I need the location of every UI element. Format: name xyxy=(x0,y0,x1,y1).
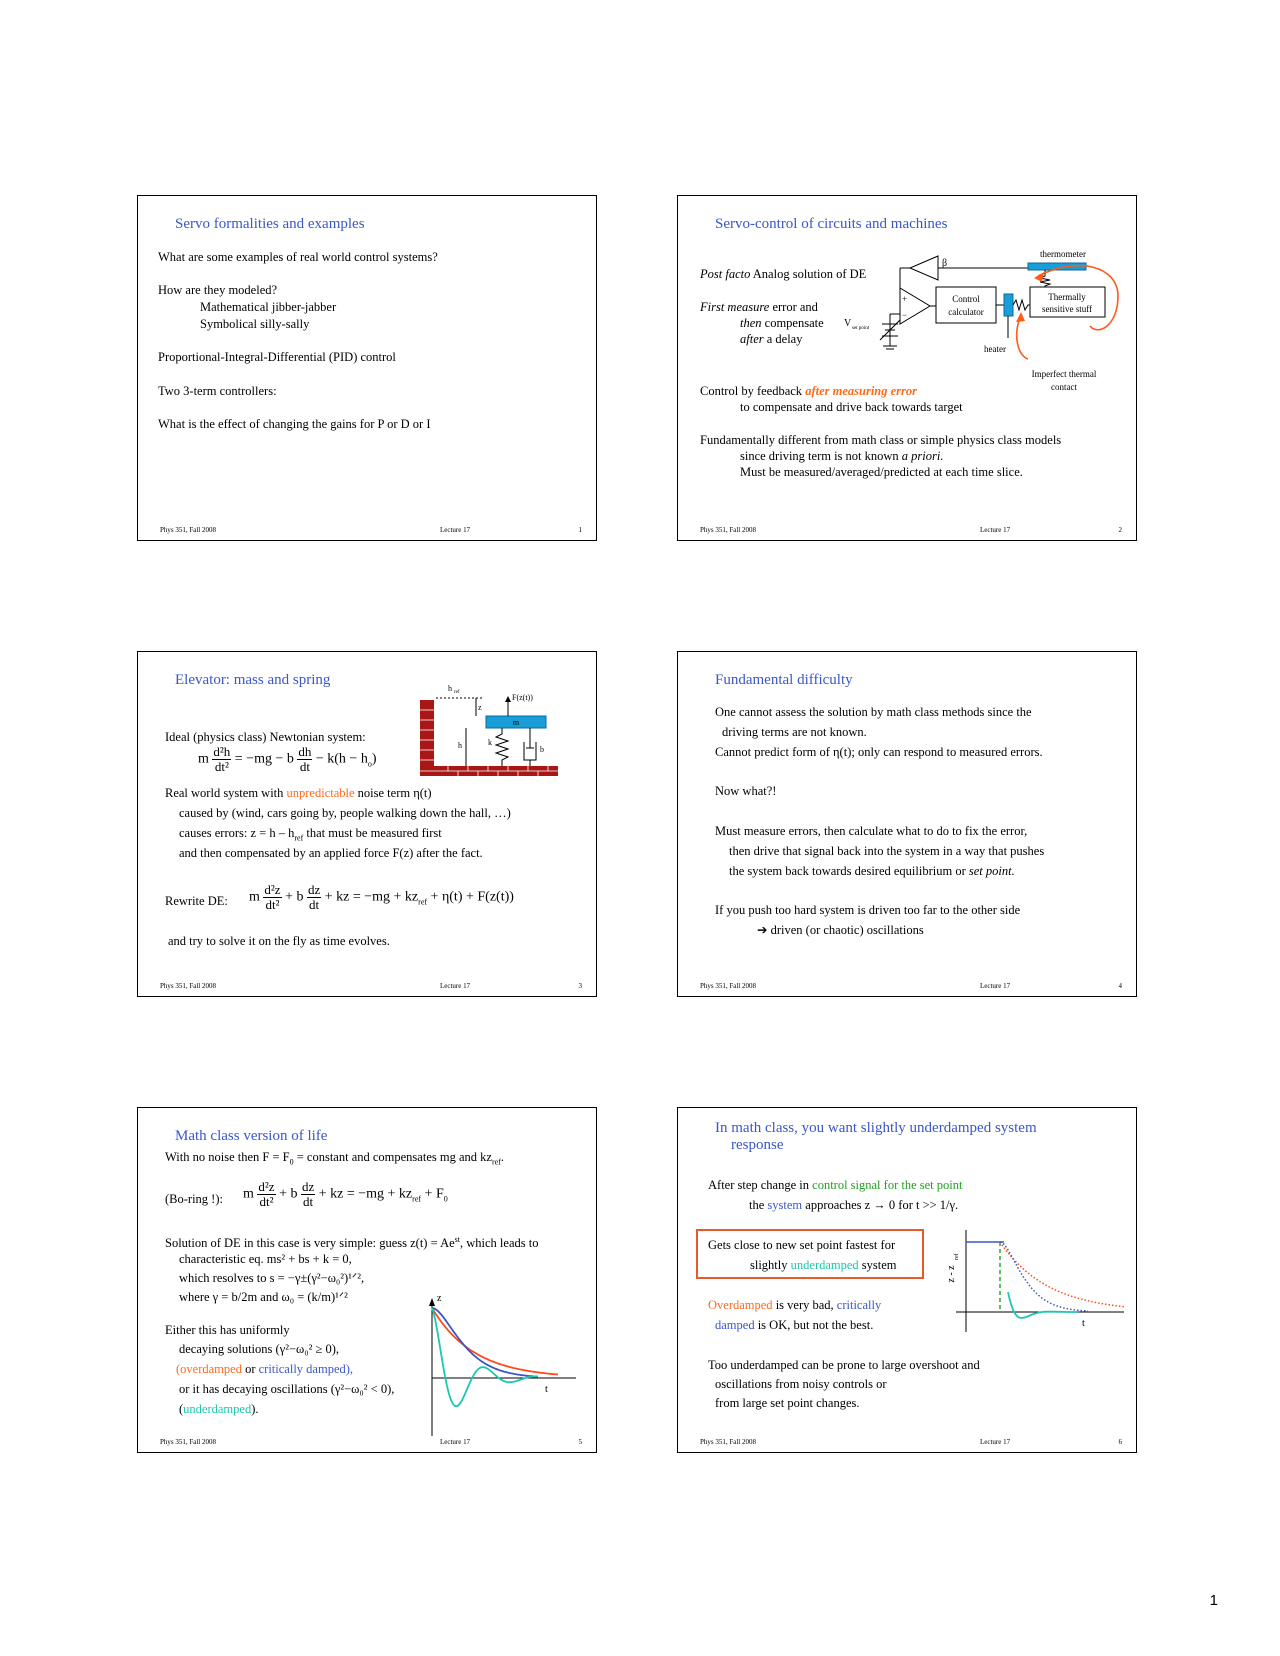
slide-text: approaches z → 0 for t >> 1/γ. xyxy=(805,1198,959,1212)
brick-wall xyxy=(420,700,434,776)
diagram-label: sensitive stuff xyxy=(1041,304,1093,314)
beta-amplifier-icon xyxy=(910,256,938,280)
footer-lecture: Lecture 17 xyxy=(440,526,471,534)
slide-text: Cannot predict form of η(t); only can respond to measured errors. xyxy=(715,745,1043,759)
slide-text: Rewrite DE: xyxy=(165,894,228,908)
slide-text: or xyxy=(245,1362,256,1376)
slide-4 xyxy=(677,651,1137,997)
diagram-label: h xyxy=(458,741,462,750)
slide-text: Now what?! xyxy=(715,784,777,798)
equation-rewrite xyxy=(249,883,514,912)
slide-text: (Bo-ring !): xyxy=(165,1192,223,1206)
critically-damped-curve xyxy=(1000,1242,1088,1311)
eq-part: dt² xyxy=(265,897,280,912)
slide-text: Proportional-Integral-Differential (PID) control xyxy=(158,350,396,364)
slide-text: a priori. xyxy=(901,449,944,463)
arrow-icon: ➔ xyxy=(757,923,768,937)
slide-number: 3 xyxy=(578,982,582,990)
eq-part: + b xyxy=(279,1186,298,1202)
slide-text: damped xyxy=(715,1318,755,1332)
slide-6 xyxy=(677,1107,1137,1453)
footer-course: Phys 351, Fall 2008 xyxy=(700,1438,757,1446)
eq-part: dt xyxy=(303,1194,314,1209)
slide-text: Too underdamped can be prone to large overshoot and xyxy=(708,1358,980,1372)
diagram-label: Thermally xyxy=(1048,292,1086,302)
slide-number: 4 xyxy=(1118,982,1122,990)
slide-text: causes errors: z = h – h xyxy=(179,826,295,840)
damping-response-graph xyxy=(428,1288,578,1438)
diagram-label: z xyxy=(478,703,482,712)
slide-text: underdamped xyxy=(183,1402,252,1416)
slide-text: Must measure errors, then calculate what to do to fix the error, xyxy=(715,824,1028,838)
eq-part: dt² xyxy=(259,1194,274,1209)
slide-text: which resolves to s = −γ±(γ²−ω₀²)¹ᐟ², xyxy=(179,1271,365,1285)
slide-text: characteristic eq. ms² + bs + k = 0, xyxy=(179,1252,352,1266)
axis-label: t xyxy=(545,1384,548,1395)
slide-text: error and xyxy=(772,300,818,314)
slide-number: 6 xyxy=(1118,1438,1122,1446)
eq-part: dz xyxy=(307,882,321,897)
slide-text: Solution of DE in this case is very simple: guess z(t) = Ae xyxy=(165,1236,455,1251)
slide-text: With no noise then F = F xyxy=(165,1150,290,1164)
axis-label: t xyxy=(1082,1318,1085,1329)
slide-text: caused by (wind, cars going by, people walking down the hall, …) xyxy=(179,806,511,820)
slide-text: system xyxy=(767,1198,803,1212)
slide-text: driving terms are not known. xyxy=(722,725,867,739)
slide-text: Fundamentally different from math class or simple physics class models xyxy=(700,433,1062,447)
slide-text: Gets close to new set point fastest for xyxy=(708,1238,896,1252)
slide-text: Two 3-term controllers: xyxy=(158,384,277,398)
footer-course: Phys 351, Fall 2008 xyxy=(160,1438,217,1446)
slide-number: 2 xyxy=(1118,526,1122,534)
servo-circuit-diagram xyxy=(678,196,1136,540)
slide-text: that must be measured first xyxy=(306,826,442,840)
axis-label: z - z xyxy=(946,1265,957,1283)
slide-title: Elevator: mass and spring xyxy=(175,672,331,688)
slide-text: If you push too hard system is driven too far to the other side xyxy=(715,903,1021,917)
underdamped-curve xyxy=(1008,1292,1078,1318)
step-response-graph xyxy=(948,1226,1134,1332)
slide-text: or it has decaying oscillations (γ²−ω₀² < 0), xyxy=(179,1382,395,1396)
slide-text: is very bad, xyxy=(775,1298,834,1312)
eq-part: o xyxy=(367,759,372,769)
slide-text: What are some examples of real world control systems? xyxy=(158,250,438,264)
eq-part: m xyxy=(243,1186,254,1202)
eq-part: + kz = −mg + kz xyxy=(318,1186,413,1202)
diagram-label: β xyxy=(942,258,948,269)
slide-text: One cannot assess the solution by math class methods since the xyxy=(715,705,1032,719)
footer-lecture: Lecture 17 xyxy=(980,982,1011,990)
slide-text: compensate xyxy=(764,316,824,330)
slide-text: ref xyxy=(294,833,304,843)
diagram-label: b xyxy=(540,745,544,754)
eq-part: ) xyxy=(371,751,377,767)
slide-text: then xyxy=(740,316,762,330)
diagram-label: Imperfect thermal xyxy=(1031,369,1097,379)
slide-text: after measuring error xyxy=(805,384,918,398)
slide-title: In math class, you want slightly underdamped system xyxy=(715,1120,1037,1136)
slide-text: Must be measured/averaged/predicted at each time slice. xyxy=(740,465,1023,479)
slide-number: 5 xyxy=(578,1438,582,1446)
eq-part: − k(h − h xyxy=(315,751,368,767)
eq-part: 0 xyxy=(443,1194,448,1204)
eq-part: dt xyxy=(299,759,310,774)
slide-text: Post facto xyxy=(700,267,751,281)
slide-text: decaying solutions (γ²−ω₀² ≥ 0), xyxy=(179,1342,339,1356)
diagram-label: − xyxy=(902,310,908,320)
slide-text: critically damped), xyxy=(258,1362,354,1376)
axis-label: ref xyxy=(954,1253,960,1260)
slide-title: Servo formalities and examples xyxy=(175,216,365,232)
slide-text: Symbolical silly-sally xyxy=(200,317,310,331)
diagram-label: Control xyxy=(952,294,980,304)
slide-text: from large set point changes. xyxy=(715,1396,860,1410)
slide-text: unpredictable xyxy=(286,786,355,800)
footer-lecture: Lecture 17 xyxy=(980,1438,1011,1446)
slide-text: control signal for the set point xyxy=(812,1178,963,1192)
footer-lecture: Lecture 17 xyxy=(440,1438,471,1446)
eq-part: dt² xyxy=(214,759,229,774)
slide-text: critically xyxy=(836,1298,882,1312)
slide-text: Overdamped xyxy=(708,1298,773,1312)
slide-text: system xyxy=(861,1258,897,1272)
footer-lecture: Lecture 17 xyxy=(980,526,1011,534)
eq-part: dh xyxy=(298,744,312,759)
diagram-label: h xyxy=(448,684,452,693)
slide-text: After step change in xyxy=(708,1178,810,1192)
slide-text: driven (or chaotic) oscillations xyxy=(770,923,924,937)
overdamped-curve xyxy=(1000,1242,1124,1307)
eq-part: ref xyxy=(418,897,428,907)
slide-text: . xyxy=(500,1150,504,1164)
slide-text: is OK, but not the best. xyxy=(757,1318,874,1332)
control-calculator-box xyxy=(936,287,996,323)
diagram-label: m xyxy=(512,718,520,727)
slide-text: slightly xyxy=(750,1258,788,1272)
page-number: 1 xyxy=(1209,1592,1218,1609)
eq-part: ref xyxy=(412,1194,422,1204)
footer-course: Phys 351, Fall 2008 xyxy=(160,982,217,990)
slide-text: Control by feedback xyxy=(700,384,803,398)
slide-text: a delay xyxy=(766,332,803,346)
slide-text: ref xyxy=(491,1157,501,1167)
slide-text: First measure xyxy=(700,300,770,314)
slide-text: underdamped xyxy=(790,1258,859,1272)
slide-text: and then compensated by an applied force F(z) after the fact. xyxy=(179,846,483,860)
diagram-label: + xyxy=(902,294,908,304)
equation-newton xyxy=(198,745,377,774)
eq-part: + b xyxy=(285,889,304,905)
diagram-label: contact xyxy=(1051,382,1077,392)
slide-text: 0 xyxy=(289,1157,294,1167)
elevator-spring-diagram xyxy=(418,682,568,782)
slide-text: oscillations from noisy controls or xyxy=(715,1377,887,1391)
diagram-label: ref xyxy=(454,690,460,695)
axis-label: z xyxy=(437,1293,442,1304)
eq-part: dz xyxy=(301,1179,315,1194)
diagram-label: k xyxy=(488,738,492,747)
diagram-label: F(z(t)) xyxy=(512,693,533,702)
eq-part: = −mg − b xyxy=(234,751,294,767)
diagram-label: thermometer xyxy=(1040,249,1086,259)
slide-text: Either this has uniformly xyxy=(165,1323,290,1337)
slide-text: and try to solve it on the fly as time evolves. xyxy=(168,934,390,948)
slide-text: = constant and compensates mg and kz xyxy=(296,1150,492,1164)
equation-boring xyxy=(243,1180,448,1209)
slide-text: where γ = b/2m and ω₀ = (k/m)¹ᐟ² xyxy=(179,1290,348,1304)
slide-3 xyxy=(137,651,597,997)
overdamped-curve xyxy=(432,1308,558,1375)
eq-part: d²z xyxy=(258,1179,275,1194)
heat-flow-arrow xyxy=(1017,318,1028,359)
slide-text: after xyxy=(740,332,764,346)
eq-part: dt xyxy=(309,897,320,912)
slide-text: Analog solution of DE xyxy=(752,267,867,281)
eq-part: m xyxy=(249,889,260,905)
eq-part: + η(t) + F(z(t)) xyxy=(430,889,514,905)
footer-course: Phys 351, Fall 2008 xyxy=(700,526,757,534)
slide-5 xyxy=(137,1107,597,1453)
slide-title: Math class version of life xyxy=(175,1128,328,1144)
slide-text: How are they modeled? xyxy=(158,283,278,297)
eq-part: d²z xyxy=(264,882,281,897)
spring-icon xyxy=(496,728,508,766)
slide-text: (overdamped xyxy=(176,1362,242,1376)
diagram-label: set point xyxy=(852,326,870,331)
eq-part: + kz = −mg + kz xyxy=(324,889,419,905)
diagram-label: heater xyxy=(984,344,1006,354)
slide-text: ). xyxy=(251,1402,259,1416)
footer-course: Phys 351, Fall 2008 xyxy=(160,526,217,534)
slide-text: Mathematical jibber-jabber xyxy=(200,300,337,314)
critically-damped-curve xyxy=(432,1308,538,1377)
slide-text: What is the effect of changing the gains for P or D or I xyxy=(158,417,431,431)
slide-text: the xyxy=(749,1198,765,1212)
footer-lecture: Lecture 17 xyxy=(440,982,471,990)
slide-number: 1 xyxy=(578,526,582,534)
slide-text: Ideal (physics class) Newtonian system: xyxy=(165,730,366,744)
eq-part: + F xyxy=(424,1186,444,1202)
slide-text: then drive that signal back into the system in a way that pushes xyxy=(729,844,1045,858)
slide-text: , which leads to xyxy=(460,1236,539,1251)
slide-text: st xyxy=(454,1235,460,1244)
footer-course: Phys 351, Fall 2008 xyxy=(700,982,757,990)
slide-text: the system back towards desired equilibrium or xyxy=(729,864,966,878)
slide-text: Real world system with xyxy=(165,786,284,800)
slide-title: Fundamental difficulty xyxy=(715,672,853,688)
slide-text: to compensate and drive back towards target xyxy=(740,400,963,414)
eq-part: d²h xyxy=(213,744,231,759)
slide-text: since driving term is not known xyxy=(740,449,899,463)
slide-1 xyxy=(137,195,597,541)
slide-text: ( xyxy=(179,1402,184,1416)
eq-part: m xyxy=(198,751,209,767)
slide-text: noise term η(t) xyxy=(357,786,432,800)
slide-title: Servo-control of circuits and machines xyxy=(715,216,948,232)
slide-text: set point. xyxy=(968,864,1015,878)
diagram-label: V xyxy=(844,318,852,329)
heater-icon xyxy=(1004,294,1013,316)
slide-2 xyxy=(677,195,1137,541)
diagram-label: calculator xyxy=(948,307,984,317)
slide-title: response xyxy=(731,1137,784,1153)
